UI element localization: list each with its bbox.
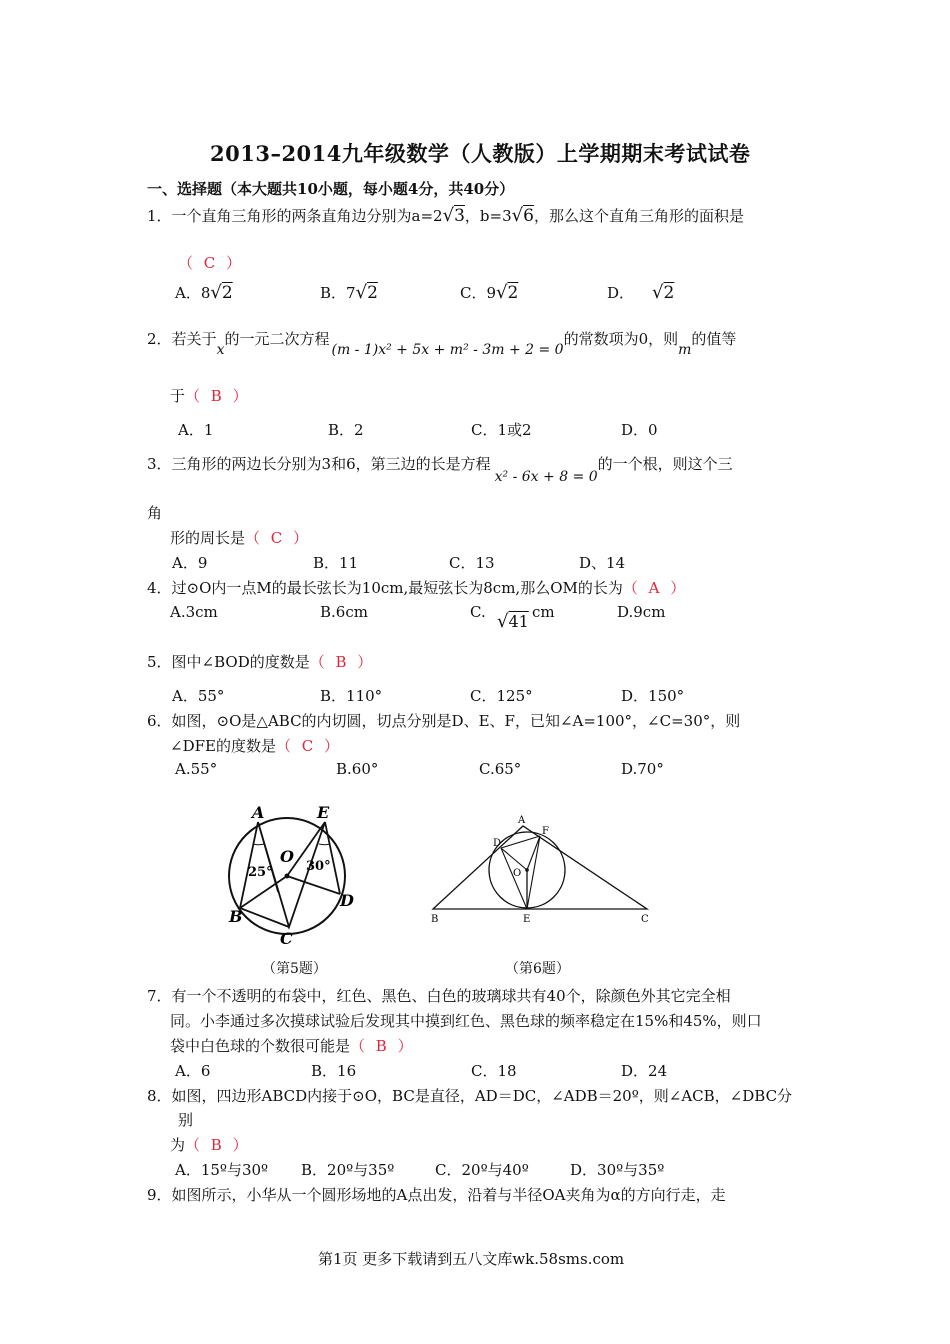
option-d: D．0 (621, 421, 658, 439)
question-2 (147, 328, 737, 358)
equation: (m - 1)x² + 5x + m² - 3m + 2 = 0 (331, 342, 564, 358)
label-a: A (252, 803, 265, 822)
angle-arc (319, 844, 330, 845)
question-9 (147, 1184, 726, 1205)
question-text: 于 (170, 387, 186, 405)
question-7-line2: 同。小李通过多次摸球试验后发现其中摸到红色、黑色球的频率稳定在15%和45%，则口 (170, 1012, 762, 1030)
question-text: 有一个不透明的布袋中，红色、黑色、白色的玻璃球共有40个，除颜色外其它完全相 (171, 987, 731, 1005)
answer-6: （ C ） (275, 737, 342, 755)
option-a: A．1 (178, 421, 214, 439)
sqrt-symbol: √ (210, 282, 222, 303)
option-c: C.65° (479, 760, 522, 778)
angle-25: 25° (248, 865, 273, 880)
question-number: 3． (147, 455, 172, 473)
option-c: C．125° (470, 687, 533, 705)
question-text: 的一个根，则这个三 (597, 455, 733, 473)
question-8 (147, 1085, 792, 1106)
sqrt-symbol: √ (652, 282, 664, 303)
question-8-line3 (170, 1134, 251, 1155)
label-c: C (641, 914, 649, 924)
radius-of (527, 836, 540, 870)
question-7 (147, 985, 731, 1006)
label-o: O (513, 868, 522, 879)
option-a: A．6 (175, 1062, 211, 1080)
question-2-cont (170, 385, 251, 406)
option-a: A．55° (172, 687, 225, 705)
label-b: B (431, 914, 439, 924)
question-number: 6． (147, 712, 172, 730)
question-8-line2: 别 (178, 1111, 194, 1129)
option-c (460, 282, 518, 303)
label-c: C (280, 929, 293, 948)
question-text: ，b=3 (464, 207, 512, 225)
option-b: B．2 (328, 421, 364, 439)
answer-2: （ B ） (185, 387, 251, 405)
sqrt-symbol: √ (496, 282, 508, 303)
page-title: 2013–2014九年级数学（人教版）上学期期末考试试卷 (210, 141, 751, 166)
question-3 (147, 453, 733, 485)
option-d: D．24 (621, 1062, 668, 1080)
option-d: D.9cm (617, 603, 666, 621)
angle-30: 30° (306, 859, 331, 874)
option-label: B．7 (320, 284, 356, 302)
question-text: 一个直角三角形的两条直角边分别为a=2 (171, 207, 443, 225)
option-b: B．11 (313, 554, 359, 572)
option-b: B．16 (311, 1062, 357, 1080)
sqrt-symbol: √ (511, 205, 524, 226)
variable-m: m (678, 342, 692, 358)
option-d: D．150° (621, 687, 685, 705)
answer-1: （ C ） (178, 254, 245, 272)
chord-fe (527, 836, 540, 909)
question-7-line3 (170, 1035, 416, 1056)
chord-ac (258, 822, 278, 892)
option-c: C．18 (471, 1062, 517, 1080)
answer-4: （ A ） (622, 579, 689, 597)
option-a (175, 282, 233, 303)
radius-od (501, 848, 527, 870)
sqrt-symbol: √ (497, 611, 509, 632)
question-text: 如图，四边形ABCD内接于⊙O，BC是直径，AD＝DC，∠ADB＝20º，则∠ACB，∠DBC分 (171, 1087, 793, 1105)
option-a: A.3cm (170, 603, 218, 621)
option-label: C．9 (460, 284, 497, 302)
question-number: 4． (147, 579, 172, 597)
question-6 (147, 710, 740, 731)
option-label: A．8 (175, 284, 211, 302)
section-heading: 一、选择题（本大题共10小题，每小题4分，共40分） (147, 180, 515, 198)
answer-7: （ B ） (350, 1037, 416, 1055)
question-number: 7． (147, 987, 172, 1005)
question-number: 2． (147, 330, 172, 348)
answer-5: （ B ） (309, 653, 376, 671)
center-point (525, 868, 529, 872)
option-d: D.70° (621, 760, 664, 778)
option-c: C．13 (449, 554, 495, 572)
sqrt-symbol: √ (355, 282, 368, 303)
question-number: 5． (147, 653, 172, 671)
question-number: 1． (147, 207, 172, 225)
radicand: 3 (454, 206, 465, 226)
page-footer: 第1页 更多下载请到五八文库wk.58sms.com (318, 1250, 625, 1268)
option-b: B.6cm (320, 603, 368, 621)
question-number: 8． (147, 1087, 172, 1105)
question-number: 9． (147, 1186, 172, 1204)
question-text: 的一元二次方程 (224, 330, 330, 348)
sqrt-symbol: √ (442, 205, 455, 226)
answer-8: （ B ） (185, 1136, 251, 1154)
figure-6-diagram (425, 812, 655, 924)
option-a: A．15º与30º (175, 1161, 269, 1179)
label-o: O (280, 847, 294, 866)
option-label: D． (607, 284, 635, 302)
chord-ed (325, 822, 340, 894)
option-a: A．9 (172, 554, 208, 572)
question-5 (147, 651, 375, 672)
option-a: A.55° (175, 760, 218, 778)
radicand: 2 (663, 283, 675, 303)
option-c: C．20º与40º (435, 1161, 529, 1179)
figure-6-caption: （第6题） (505, 961, 570, 977)
center-point (285, 874, 290, 879)
question-text: 如图，⊙O是△ABC的内切圆，切点分别是D、E、F，已知∠A=100°，∠C=30°，则 (171, 712, 741, 730)
label-e: E (523, 914, 531, 924)
variable-x: x (216, 342, 225, 358)
question-text: 形的周长是 (170, 529, 246, 547)
option-b: B．20º与35º (301, 1161, 395, 1179)
question-text: 的常数项为0，则 (563, 330, 679, 348)
option-b (320, 282, 378, 303)
option-d: D、14 (579, 554, 626, 572)
question-text: 若关于 (171, 330, 217, 348)
question-text: 三角形的两边长分别为3和6，第三边的长是方程 (171, 455, 491, 473)
question-1 (147, 205, 744, 226)
question-text: ∠DFE的度数是 (170, 737, 276, 755)
question-text: 图中∠BOD的度数是 (171, 653, 310, 671)
question-text: 的值等 (691, 330, 737, 348)
equation: x² - 6x + 8 = 0 (494, 469, 598, 485)
question-text: 如图所示，小华从一个圆形场地的A点出发，沿着与半径OA夹角为α的方向行走，走 (171, 1186, 726, 1204)
label-e: E (317, 803, 330, 822)
radicand: 6 (523, 206, 534, 226)
question-6-cont (170, 735, 342, 756)
figure-5-caption: （第5题） (262, 961, 327, 977)
label-a: A (518, 815, 526, 826)
label-f: F (542, 826, 549, 837)
question-text: 为 (170, 1136, 186, 1154)
question-text: 过⊙O内一点M的最长弦长为10cm,最短弦长为8cm,那么OM的长为 (171, 579, 623, 597)
option-d: D．30º与35º (570, 1161, 665, 1179)
option-d (607, 282, 674, 303)
figure-5-diagram (220, 800, 370, 948)
option-b: B．110° (320, 687, 383, 705)
option-c: C．1或2 (471, 421, 532, 439)
radicand: 2 (367, 283, 378, 303)
option-label: C. (470, 603, 486, 621)
answer-3: （ C ） (245, 529, 312, 547)
option-c (470, 603, 486, 621)
angle-arc (253, 844, 264, 845)
question-3-cont: 角 (147, 504, 163, 522)
option-b: B.60° (336, 760, 379, 778)
option-c-value (497, 611, 529, 632)
question-4 (147, 577, 688, 598)
question-text: ，那么这个直角三角形的面积是 (533, 207, 744, 225)
label-d: D (493, 838, 502, 849)
radicand: 2 (507, 283, 519, 303)
question-3-cont2 (170, 527, 311, 548)
radicand: 2 (221, 283, 233, 303)
option-c-unit: cm (532, 603, 555, 621)
radius-od (287, 876, 340, 894)
question-text: 袋中白色球的个数很可能是 (170, 1037, 351, 1055)
label-d: D (340, 891, 354, 910)
radicand: 41 (508, 612, 529, 631)
label-b: B (229, 907, 243, 926)
